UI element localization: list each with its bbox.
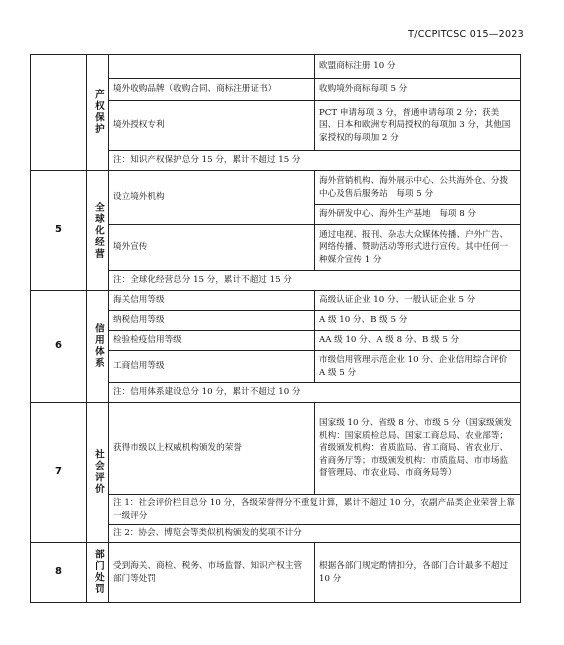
score-cell: PCT 申请每项 3 分，普通申请每项 2 分；获美国、日本和欧洲专利局授权的每项加 3 分，其他国家授权的每项加 2 分 [315, 101, 521, 151]
score-cell: 海外营销机构、海外展示中心、公共海外仓、分拨中心及售后服务站 每项 5 分 [315, 171, 521, 205]
row-number: 6 [31, 291, 87, 403]
score-cell: 市级信用管理示范企业 10 分、企业信用综合评价 A 级 5 分 [315, 351, 521, 383]
document-code: T/CCPITCSC 015—2023 [408, 29, 524, 40]
score-cell: A 级 10 分、B 级 5 分 [315, 311, 521, 331]
score-cell: 海外研发中心、海外生产基地 每项 8 分 [315, 205, 521, 225]
category-label: 信用体系 [87, 291, 109, 403]
score-cell: 欧盟商标注册 10 分 [315, 55, 521, 79]
scoring-table [30, 54, 521, 603]
score-cell: 高级认证企业 10 分、一般认证企业 5 分 [315, 291, 521, 311]
category-label: 部门处罚 [87, 543, 109, 603]
note-cell: 注：全球化经营总分 15 分，累计不超过 15 分 [109, 271, 521, 291]
row-number: 8 [31, 543, 87, 603]
score-cell: 通过电视、报刊、杂志大众媒体传播、户外广告、网络传播、赞助活动等形式进行宣传。其中任何一种媒介宣传 1 分 [315, 225, 521, 271]
note-cell: 注：信用体系建设总分 10 分，累计不超过 10 分 [109, 383, 521, 403]
item-cell: 境外授权专利 [109, 101, 315, 151]
table-row [31, 291, 521, 311]
category-label: 社会评价 [87, 403, 109, 543]
row-number [31, 55, 87, 171]
row-number: 5 [31, 171, 87, 291]
category-label: 产权保护 [87, 55, 109, 171]
item-cell: 工商信用等级 [109, 351, 315, 383]
category-label: 全球化经营 [87, 171, 109, 291]
item-cell: 境外宣传 [109, 225, 315, 271]
item-cell: 检验检疫信用等级 [109, 331, 315, 351]
table-row [31, 55, 521, 79]
note-cell: 注 2：协会、博览会等类似机构颁发的奖项不计分 [109, 525, 521, 543]
item-cell: 纳税信用等级 [109, 311, 315, 331]
table-row [31, 403, 521, 495]
table-row [31, 543, 521, 603]
table-row [31, 171, 521, 205]
score-cell: 收购境外商标每项 5 分 [315, 79, 521, 101]
item-cell: 境外收购品牌（收购合同、商标注册证书） [109, 79, 315, 101]
score-cell: 根据各部门规定酌情扣分，各部门合计最多不超过 10 分 [315, 543, 521, 603]
note-cell: 注 1：社会评价栏目总分 10 分，各级荣誉得分不重复计算，累计不超过 10 分，农副产品类企业荣誉上靠一级评分 [109, 495, 521, 525]
note-cell: 注：知识产权保护总分 15 分，累计不超过 15 分 [109, 151, 521, 171]
item-cell: 获得市级以上权威机构颁发的荣誉 [109, 403, 315, 495]
item-cell: 受到海关、商检、税务、市场监督、知识产权主管部门等处罚 [109, 543, 315, 603]
row-number: 7 [31, 403, 87, 543]
item-cell: 海关信用等级 [109, 291, 315, 311]
score-cell: AA 级 10 分、A 级 8 分、B 级 5 分 [315, 331, 521, 351]
score-cell: 国家级 10 分、省级 8 分、市级 5 分（国家级颁发机构：国家质检总局、国家工商总局、农业部等；省级颁发机构：省质监局、省工商局、省农业厅、省商务厅等；市级颁发机构：市质监局、市市场监督管理局、市农业局、市商务局等） [315, 403, 521, 495]
item-cell: 设立境外机构 [109, 171, 315, 225]
item-cell [109, 55, 315, 79]
